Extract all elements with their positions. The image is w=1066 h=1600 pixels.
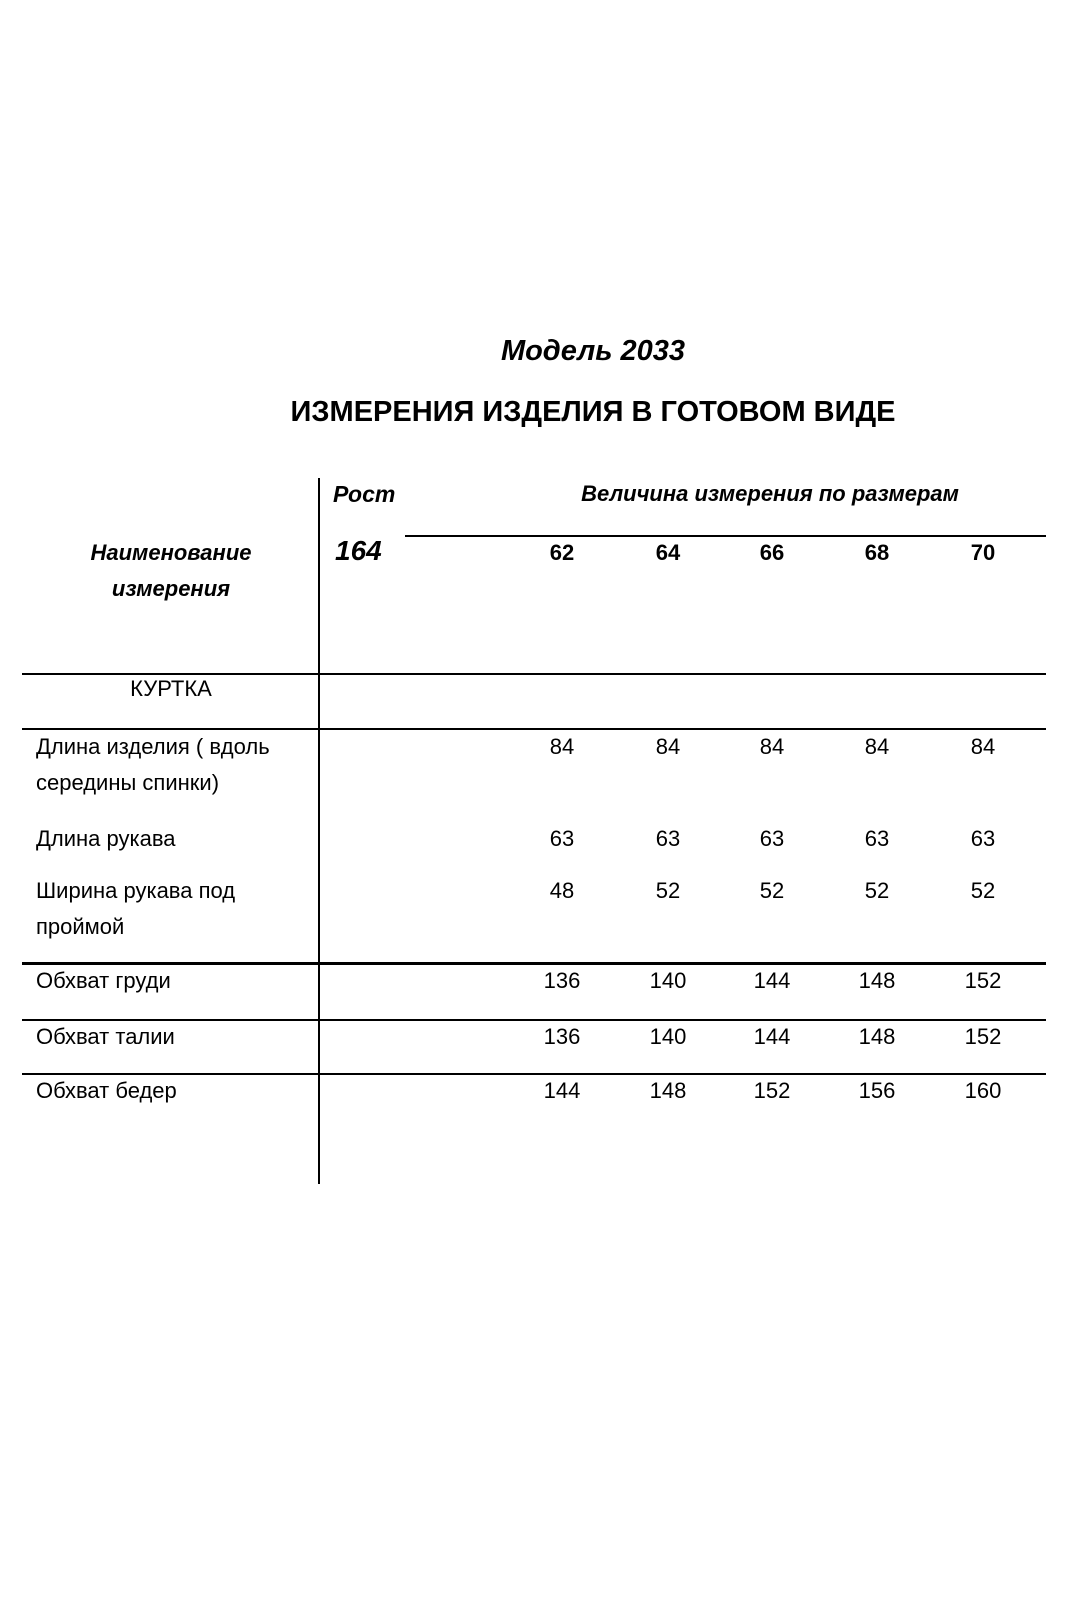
table-cell: 84 bbox=[549, 734, 575, 759]
section-label: КУРТКА bbox=[130, 676, 212, 701]
table-cell: 136 bbox=[543, 968, 581, 993]
table-cell: 144 bbox=[753, 968, 791, 993]
row-label: Ширина рукава под проймой bbox=[36, 878, 236, 939]
row-label: Длина рукава bbox=[36, 826, 176, 851]
table-cell: 84 bbox=[655, 734, 681, 759]
document-title: ИЗМЕРЕНИЯ ИЗДЕЛИЯ В ГОТОВОМ ВИДЕ bbox=[290, 396, 896, 428]
height-label: Рост bbox=[333, 481, 396, 507]
table-cell: 140 bbox=[649, 1024, 687, 1049]
model-title: Модель 2033 bbox=[500, 335, 686, 367]
table-cell: 140 bbox=[649, 968, 687, 993]
table-cell: 144 bbox=[543, 1078, 581, 1103]
table-cell: 156 bbox=[858, 1078, 896, 1103]
table-cell: 136 bbox=[543, 1024, 581, 1049]
table-cell: 63 bbox=[864, 826, 890, 851]
table-cell: 84 bbox=[759, 734, 785, 759]
column-divider bbox=[318, 478, 320, 1184]
sizes-header-rule bbox=[405, 535, 1046, 537]
table-cell: 160 bbox=[964, 1078, 1002, 1103]
row-label: Длина изделия ( вдоль середины спинки) bbox=[36, 734, 270, 795]
table-cell: 148 bbox=[858, 968, 896, 993]
size-header-64: 64 bbox=[655, 540, 681, 565]
table-cell: 63 bbox=[549, 826, 575, 851]
table-cell: 52 bbox=[970, 878, 996, 903]
table-cell: 152 bbox=[964, 968, 1002, 993]
size-header-62: 62 bbox=[549, 540, 575, 565]
table-cell: 148 bbox=[649, 1078, 687, 1103]
table-cell: 148 bbox=[858, 1024, 896, 1049]
measurement-name-header: Наименование измерения bbox=[90, 540, 252, 601]
table-cell: 152 bbox=[964, 1024, 1002, 1049]
table-cell: 52 bbox=[864, 878, 890, 903]
size-header-68: 68 bbox=[864, 540, 890, 565]
table-cell: 84 bbox=[970, 734, 996, 759]
sizes-header: Величина измерения по размерам bbox=[581, 481, 959, 506]
height-value: 164 bbox=[335, 535, 382, 566]
table-cell: 152 bbox=[753, 1078, 791, 1103]
size-header-70: 70 bbox=[970, 540, 996, 565]
table-cell: 144 bbox=[753, 1024, 791, 1049]
table-cell: 63 bbox=[970, 826, 996, 851]
row-label: Обхват груди bbox=[36, 968, 171, 993]
size-header-66: 66 bbox=[759, 540, 785, 565]
row-label: Обхват бедер bbox=[36, 1078, 177, 1103]
table-cell: 84 bbox=[864, 734, 890, 759]
table-cell: 63 bbox=[655, 826, 681, 851]
header-bottom-rule bbox=[22, 673, 1046, 675]
table-cell: 63 bbox=[759, 826, 785, 851]
table-cell: 52 bbox=[655, 878, 681, 903]
table-cell: 52 bbox=[759, 878, 785, 903]
row-label: Обхват талии bbox=[36, 1024, 175, 1049]
table-cell: 48 bbox=[549, 878, 575, 903]
